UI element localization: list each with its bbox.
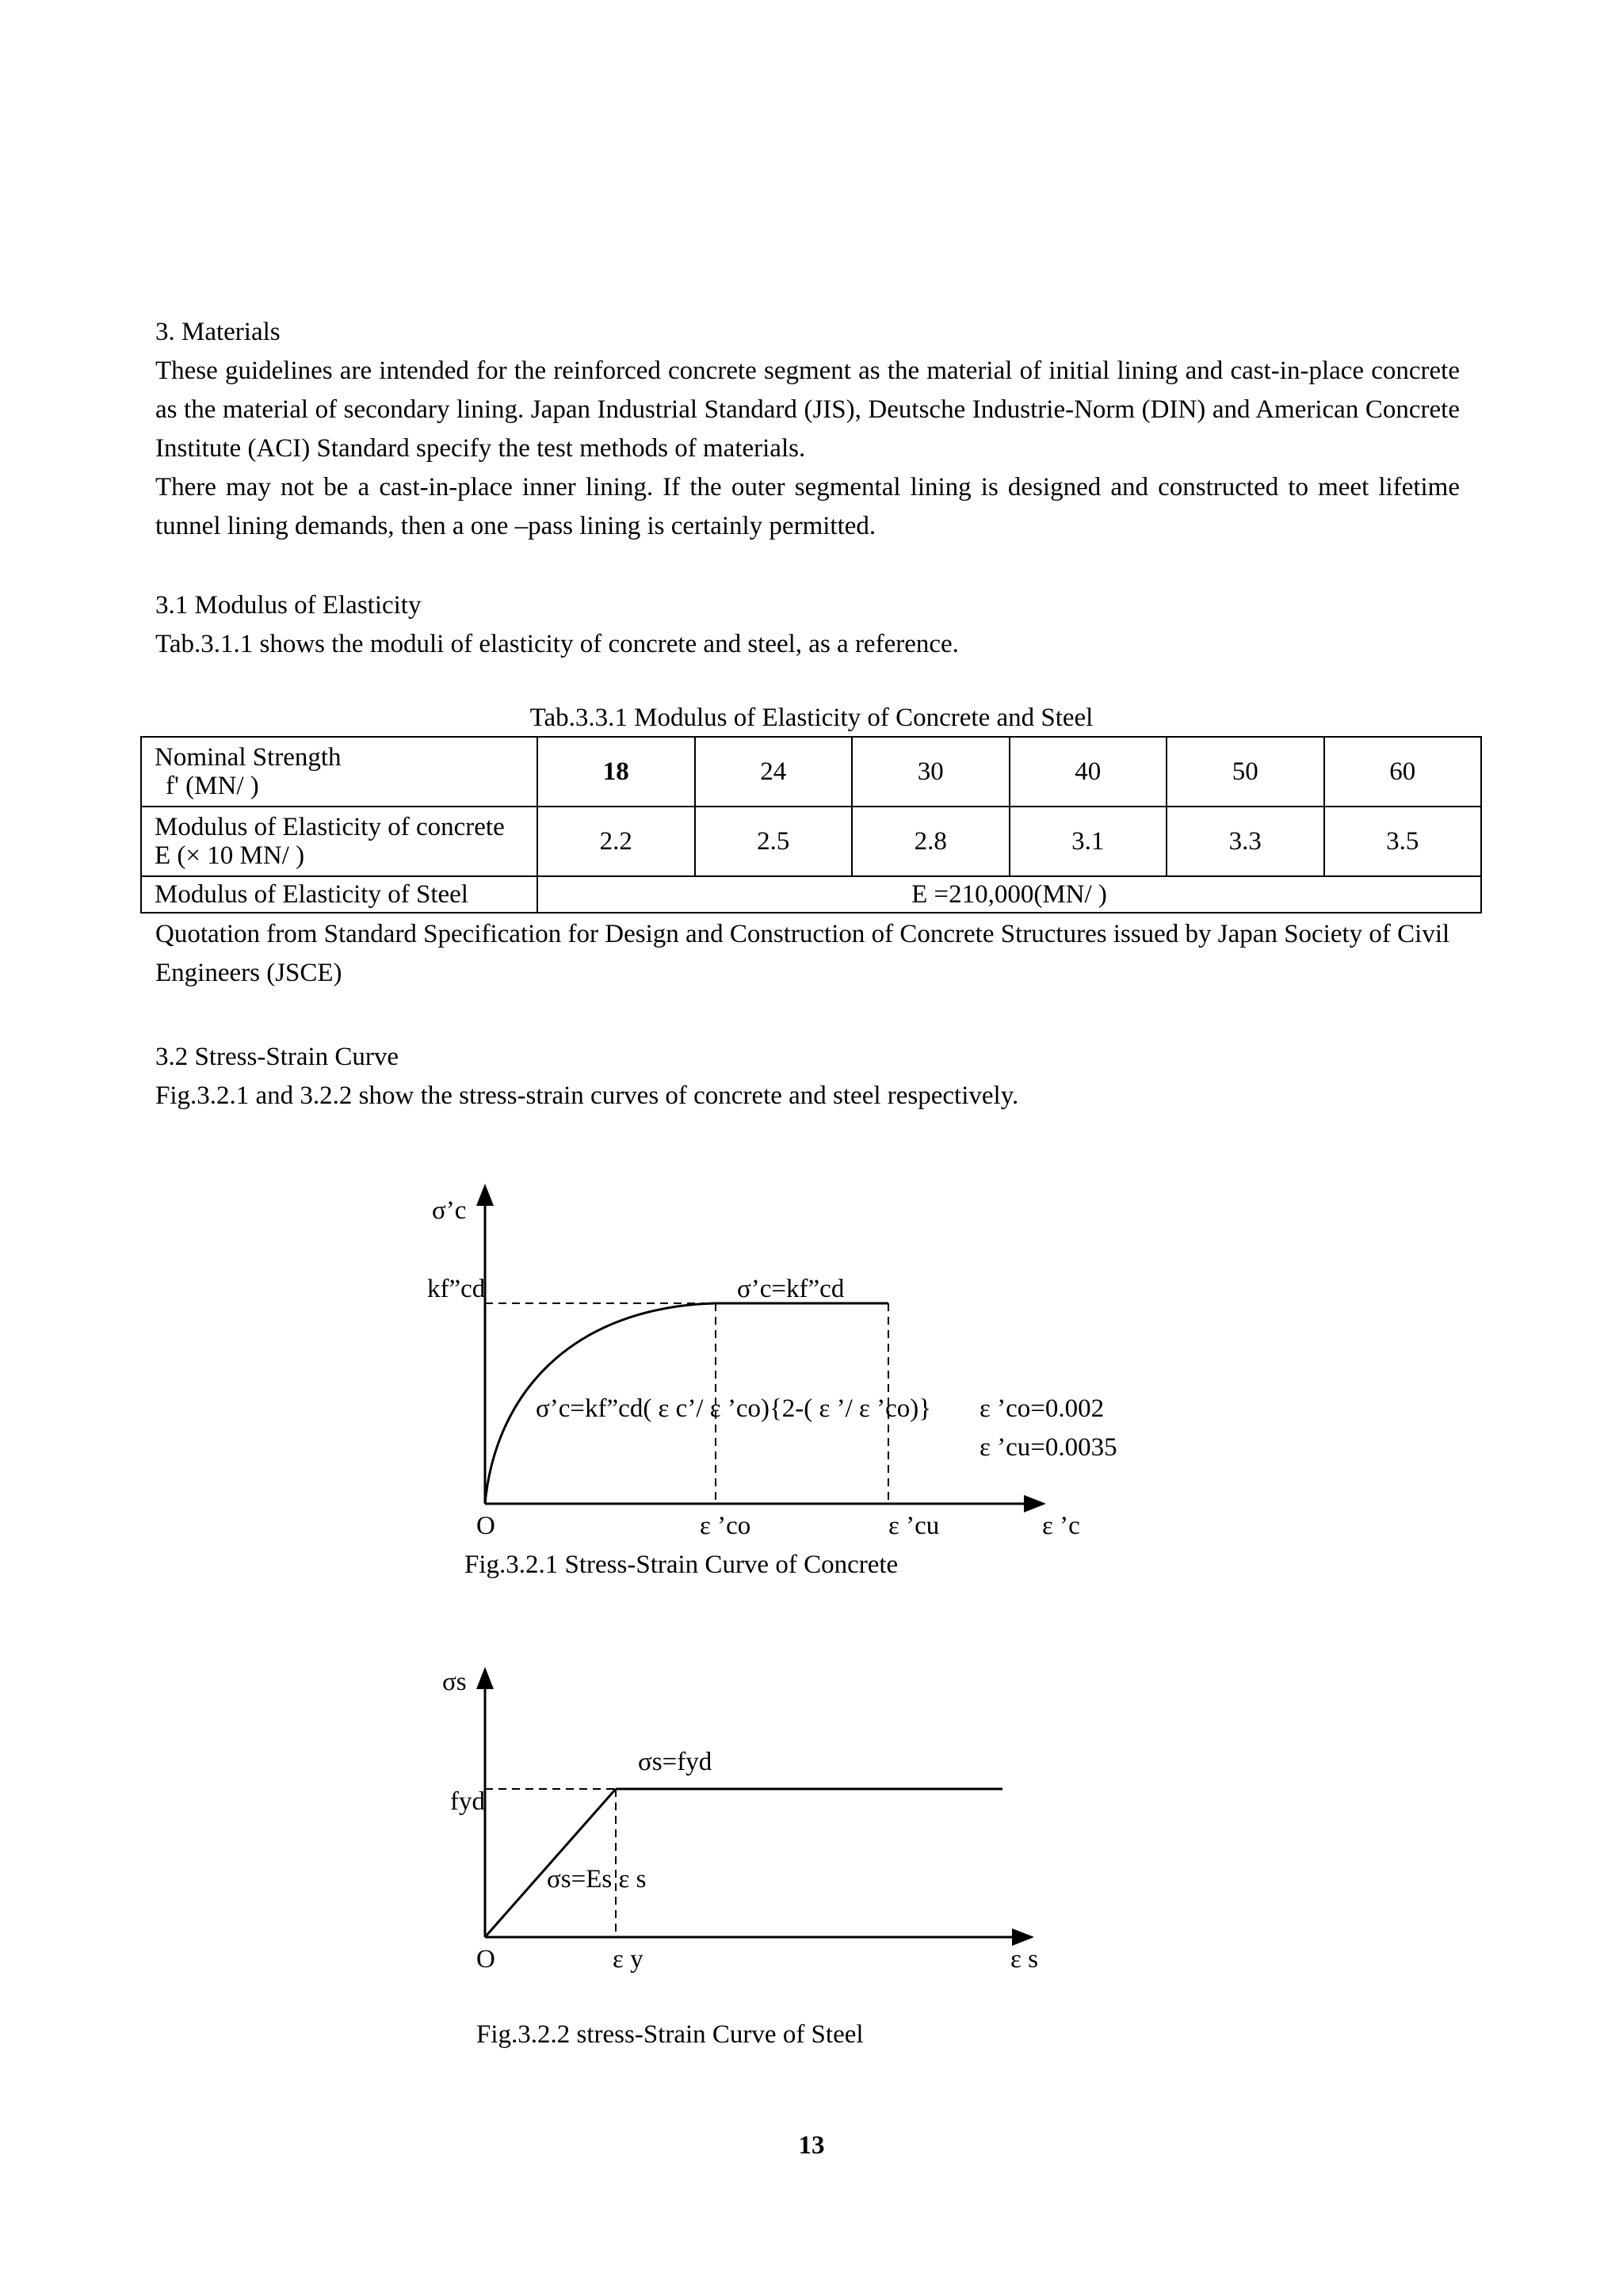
- section-heading: 3.1 Modulus of Elasticity: [155, 591, 422, 620]
- y-axis-label: σ’c: [432, 1196, 467, 1225]
- row-label: Modulus of Elasticity of Steel: [141, 876, 537, 913]
- plateau-equation: σ’c=kf”cd: [737, 1275, 845, 1303]
- table-cell: 2.8: [852, 807, 1010, 876]
- x-axis-label: ε ’c: [1042, 1512, 1080, 1540]
- table-cell: 60: [1324, 737, 1482, 807]
- table-cell: 2.5: [695, 807, 853, 876]
- yield-label: fyd: [450, 1787, 485, 1816]
- table-cell: 24: [695, 737, 853, 807]
- section-heading: 3. Materials: [155, 318, 281, 346]
- row-label-line: Modulus of Elasticity of concrete: [155, 813, 505, 841]
- table-cell: E =210,000(MN/ ): [537, 876, 1481, 913]
- plateau-equation: σs=fyd: [638, 1748, 712, 1776]
- table-cell: 3.5: [1324, 807, 1482, 876]
- paragraph: Quotation from Standard Specification for Design and Construction of Concrete Structures issued by Japan Society of Civil Engineers (JSCE): [155, 920, 1450, 987]
- table-cell: 3.3: [1167, 807, 1324, 876]
- table-cell: 18: [537, 737, 695, 807]
- table-cell: 50: [1167, 737, 1324, 807]
- x-tick-label: ε ’cu: [888, 1512, 940, 1540]
- table-cell: 3.1: [1010, 807, 1167, 876]
- paragraph: Tab.3.1.1 shows the moduli of elasticity of concrete and steel, as a reference.: [155, 630, 959, 658]
- row-label-line: Nominal Strength: [155, 743, 342, 772]
- peak-label: kf”cd: [427, 1275, 486, 1303]
- x-axis-label: ε s: [1010, 1945, 1038, 1974]
- figure-caption: Fig.3.2.2 stress-Strain Curve of Steel: [476, 2020, 864, 2049]
- figure-caption: Fig.3.2.1 Stress-Strain Curve of Concrete: [464, 1550, 899, 1579]
- y-axis-arrow-icon: [476, 1667, 494, 1689]
- y-axis-label: σs: [442, 1668, 467, 1696]
- ecu-value: ε ’cu=0.0035: [980, 1433, 1117, 1462]
- row-label-line: f' (MN/ ): [166, 772, 259, 800]
- concrete-stress-strain-diagram: [427, 1184, 1117, 1540]
- table-cell: 40: [1010, 737, 1167, 807]
- eco-value: ε ’co=0.002: [980, 1394, 1105, 1423]
- x-tick-label: ε ’co: [700, 1512, 751, 1540]
- x-axis-arrow-icon: [1012, 1928, 1034, 1946]
- elastic-line: [485, 1789, 616, 1937]
- paragraph: Fig.3.2.1 and 3.2.2 show the stress-strain curves of concrete and steel respectively.: [155, 1081, 1019, 1110]
- section-heading: 3.2 Stress-Strain Curve: [155, 1043, 399, 1071]
- steel-stress-strain-diagram: [442, 1667, 1038, 1974]
- paragraph: There may not be a cast-in-place inner lining. If the outer segmental lining is designed and constructed to meet lifetime tunnel lining demands, then a one –pass lining is certainly permitted.: [155, 473, 1460, 540]
- table-caption: Tab.3.3.1 Modulus of Elasticity of Concrete and Steel: [529, 704, 1094, 732]
- page-number: 13: [798, 2131, 825, 2160]
- row-label-line: E (× 10 MN/ ): [155, 841, 305, 870]
- origin-label: O: [476, 1945, 495, 1974]
- x-axis-arrow-icon: [1024, 1495, 1046, 1512]
- table-cell: 2.2: [537, 807, 695, 876]
- curve-equation: σ’c=kf”cd( ε c’/ ε ’co){2-( ε ’/ ε ’co)}: [536, 1394, 932, 1423]
- x-tick-label: ε y: [613, 1945, 643, 1974]
- y-axis-arrow-icon: [476, 1184, 494, 1206]
- origin-label: O: [476, 1512, 495, 1540]
- slope-equation: σs=Es ε s: [547, 1865, 647, 1894]
- table-cell: 30: [852, 737, 1010, 807]
- paragraph: These guidelines are intended for the reinforced concrete segment as the material of initial lining and cast-in-place concrete as the material of secondary lining. Japan Industrial Standard (JIS), Deutsche Industrie-Norm (DIN) and American Concrete Institute (ACI) Standard specify the test methods of materials.: [155, 357, 1460, 463]
